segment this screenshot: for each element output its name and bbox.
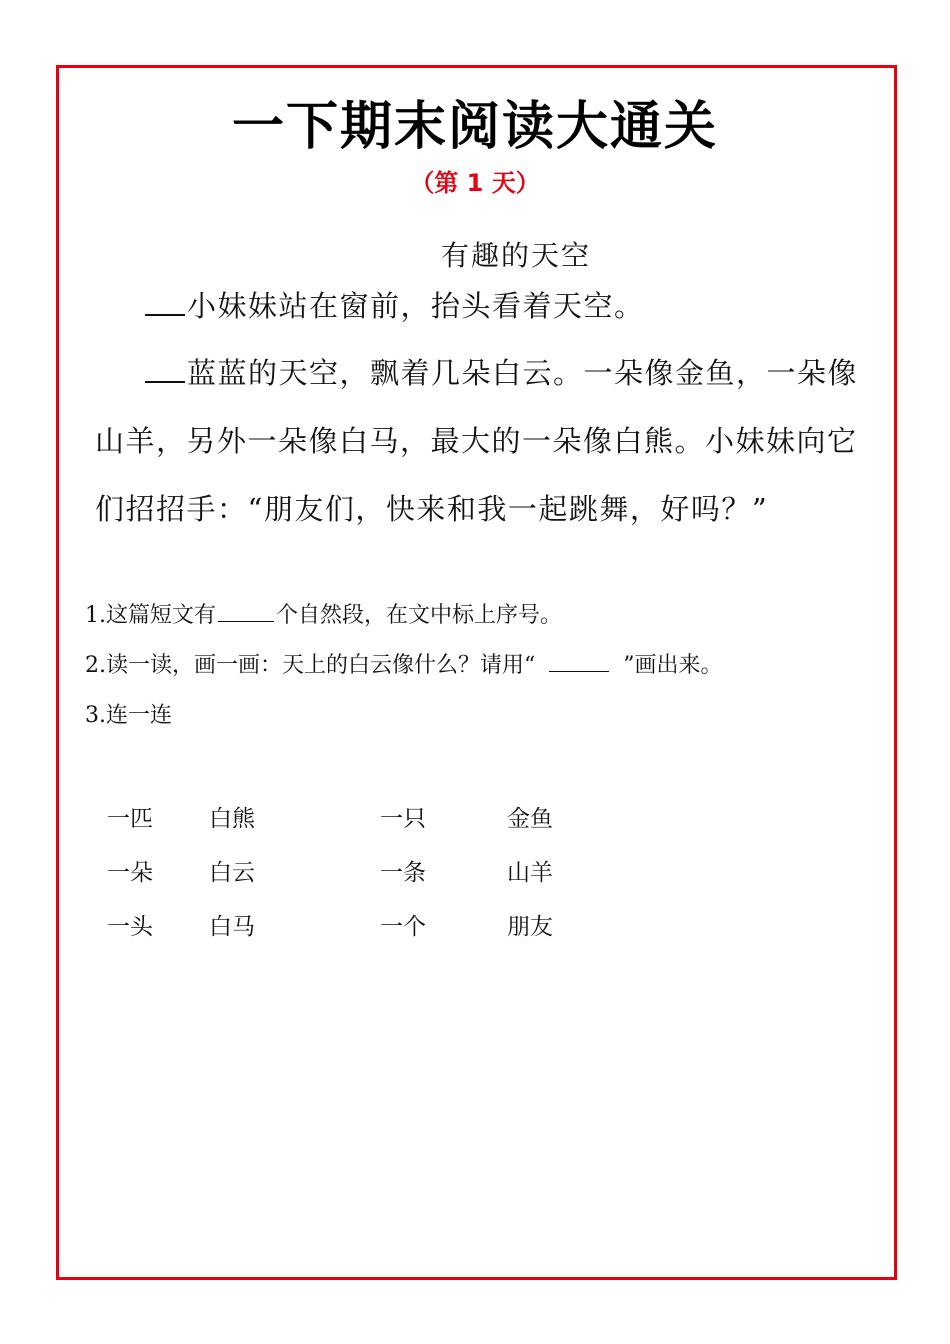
match-noun[interactable]: 金鱼 xyxy=(507,806,553,832)
match-measure-word[interactable]: 一朵 xyxy=(107,860,153,886)
paragraph-number-blank[interactable] xyxy=(145,294,185,316)
match-measure-word[interactable]: 一匹 xyxy=(107,806,153,832)
passage-title: 有趣的天空 xyxy=(440,239,591,272)
question-2-text-before: 2.读一读，画一画：天上的白云像什么？请用“ xyxy=(85,653,536,678)
worksheet-title: 一下期末阅读大通关 xyxy=(231,97,718,157)
question-2-underline-sample xyxy=(549,651,609,672)
passage-paragraph-1 xyxy=(95,272,880,340)
match-noun[interactable]: 白云 xyxy=(209,860,255,886)
match-noun[interactable]: 白马 xyxy=(209,914,255,940)
question-3: 3.连一连 xyxy=(85,703,172,728)
match-measure-word[interactable]: 一只 xyxy=(380,806,426,832)
question-1 xyxy=(85,600,562,632)
passage-paragraph-2 xyxy=(95,339,880,543)
question-2 xyxy=(85,650,723,682)
question-1-text-before: 1.这篇短文有 xyxy=(85,603,216,628)
paragraph-1-text: 小妹妹站在窗前，抬头看着天空。 xyxy=(187,289,645,323)
match-noun[interactable]: 山羊 xyxy=(507,860,553,886)
question-2-text-after: ”画出来。 xyxy=(623,653,723,678)
question-1-answer-blank[interactable] xyxy=(218,601,274,622)
match-noun[interactable]: 白熊 xyxy=(209,806,255,832)
question-1-text-after: 个自然段，在文中标上序号。 xyxy=(276,603,563,628)
paragraph-2-text: 蓝蓝的天空，飘着几朵白云。一朵像金鱼，一朵像山羊，另外一朵像白马，最大的一朵像白熊。小妹妹向它们招招手：“朋友们，快来和我一起跳舞，好吗？” xyxy=(95,356,859,526)
match-measure-word[interactable]: 一条 xyxy=(380,860,426,886)
match-measure-word[interactable]: 一头 xyxy=(107,914,153,940)
match-noun[interactable]: 朋友 xyxy=(507,914,553,940)
day-label: （第 1 天） xyxy=(410,169,540,197)
match-measure-word[interactable]: 一个 xyxy=(380,914,426,940)
paragraph-number-blank[interactable] xyxy=(145,361,185,383)
